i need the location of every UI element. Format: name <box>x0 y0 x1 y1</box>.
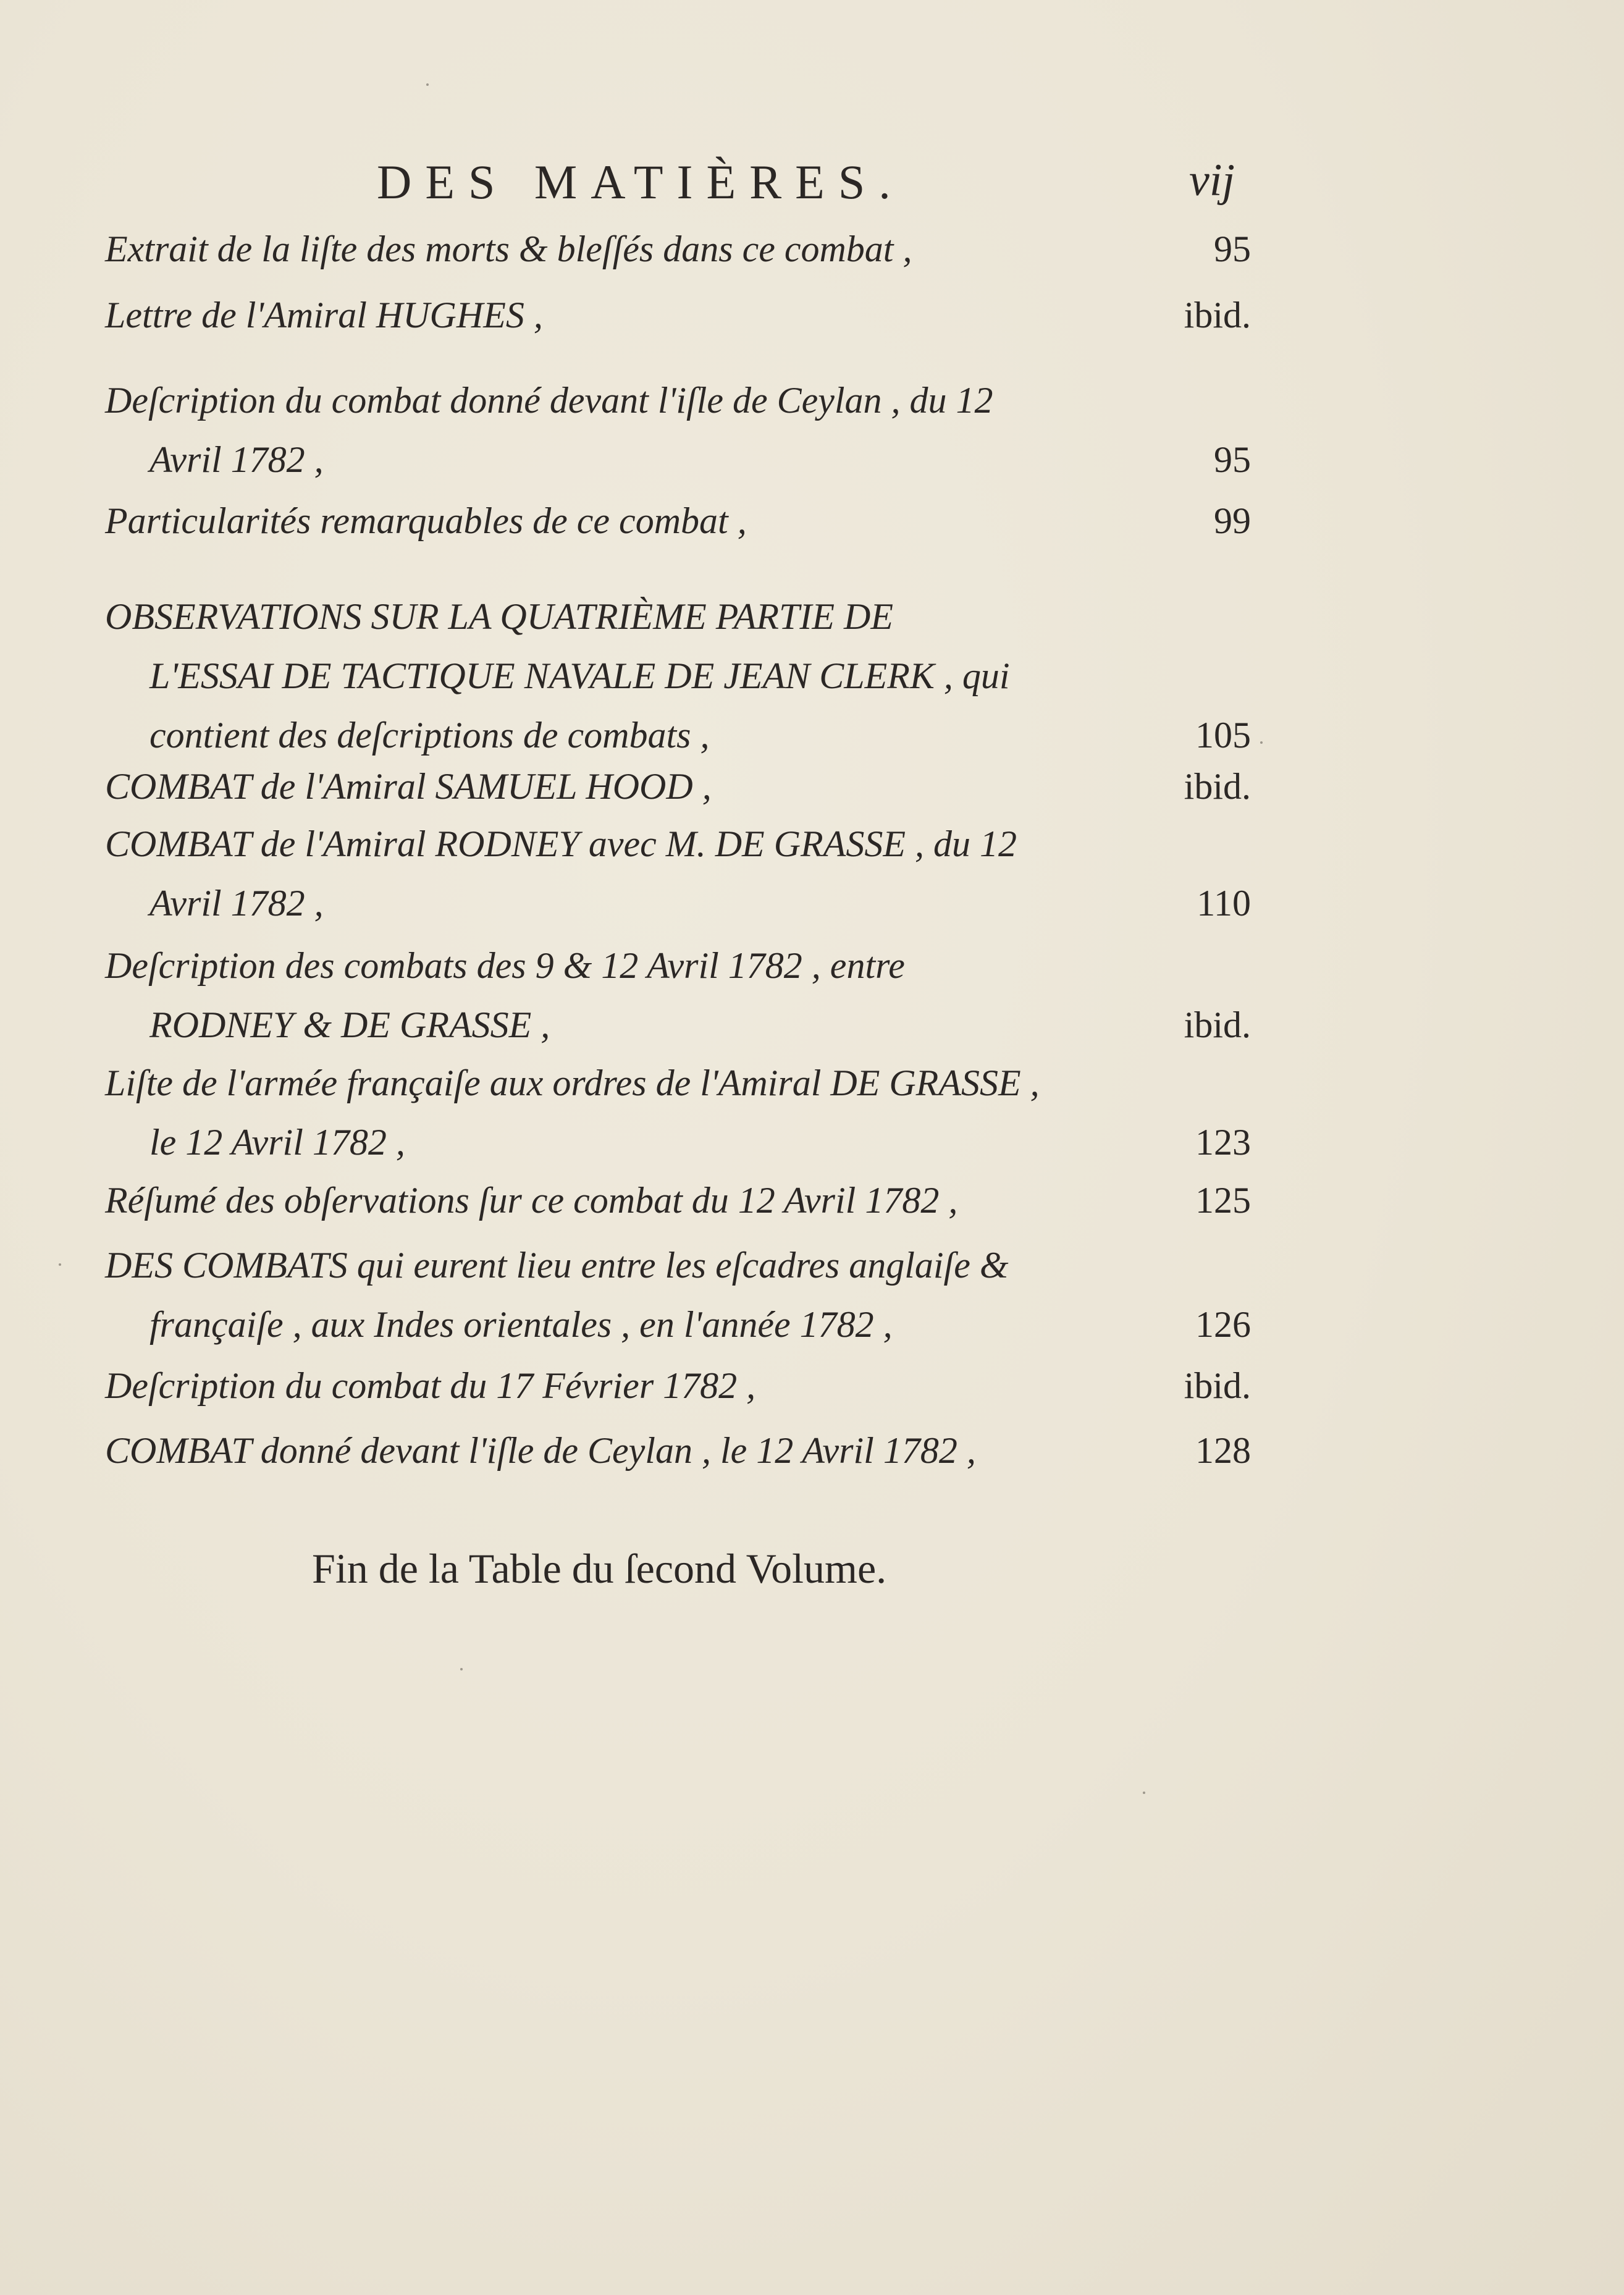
toc-entry-line <box>105 1421 1251 1480</box>
toc-entry-text: le 12 Avril 1782 , <box>149 1122 405 1163</box>
toc-entry-line <box>105 491 1251 550</box>
toc-page-number: 110 <box>1197 883 1251 924</box>
toc-entry-line <box>105 995 1251 1055</box>
toc-page-number: 125 <box>1195 1180 1251 1221</box>
toc-entry <box>105 371 1251 489</box>
toc-entry-text: RODNEY & DE GRASSE , <box>149 1004 550 1045</box>
page-folio: vij <box>1189 155 1235 206</box>
toc-entry-text: COMBAT de l'Amiral SAMUEL HOOD , <box>105 766 712 807</box>
toc-entry <box>105 1356 1251 1415</box>
toc-page-number: 123 <box>1195 1122 1251 1163</box>
toc-entry-text: Deſcription du combat donné devant l'iſle de Ceylan , du 12 <box>105 380 993 421</box>
toc-page-number: ibid. <box>1184 1004 1251 1045</box>
toc-entry <box>105 1421 1251 1480</box>
toc-entry-line <box>105 936 1251 995</box>
toc-entry-line <box>105 705 1251 765</box>
toc-entry <box>105 814 1251 933</box>
toc-entry <box>105 491 1251 550</box>
toc-entry <box>105 219 1251 279</box>
paper-speck <box>426 83 429 86</box>
toc-entry-line <box>105 874 1251 933</box>
toc-entry-text: françaiſe , aux Indes orientales , en l'année 1782 , <box>149 1304 893 1345</box>
toc-entry-line <box>105 757 1251 816</box>
toc-entry-text: OBSERVATIONS SUR LA QUATRIÈME PARTIE DE <box>105 596 893 637</box>
paper-speck <box>59 1263 61 1266</box>
toc-page-number: ibid. <box>1184 295 1251 335</box>
toc-entry-text: Avril 1782 , <box>149 439 324 480</box>
toc-entry-line <box>105 1295 1251 1354</box>
toc-entry-line <box>105 430 1251 489</box>
toc-entry-line <box>105 219 1251 279</box>
toc-page-number: 95 <box>1214 439 1251 480</box>
toc-entry-line <box>105 814 1251 874</box>
toc-page-number: 105 <box>1195 715 1251 756</box>
toc-entry <box>105 757 1251 816</box>
toc-entry-line <box>105 1053 1251 1113</box>
toc-entry <box>105 285 1251 345</box>
toc-entry-text: Particularités remarquables de ce combat , <box>105 500 747 541</box>
toc-entry <box>105 936 1251 1055</box>
toc-entry-text: Lettre de l'Amiral HUGHES , <box>105 295 543 335</box>
end-of-table-note: Fin de la Table du ſecond Volume. <box>312 1545 887 1592</box>
running-head-title: DES MATIÈRES. <box>377 155 904 209</box>
toc-entry-text: Avril 1782 , <box>149 883 324 924</box>
paper-speck <box>1260 741 1263 744</box>
paper-speck <box>460 1668 463 1670</box>
toc-entry-text: COMBAT donné devant l'iſle de Ceylan , le 12 Avril 1782 , <box>105 1430 976 1471</box>
toc-entry <box>105 1236 1251 1354</box>
toc-entry-text: Réſumé des obſervations ſur ce combat du 12 Avril 1782 , <box>105 1180 958 1221</box>
toc-entry-text: DES COMBATS qui eurent lieu entre les eſcadres anglaiſe & <box>105 1245 1009 1286</box>
toc-entry-line <box>105 371 1251 430</box>
toc-page-number: 99 <box>1214 500 1251 541</box>
toc-entry-line <box>105 1171 1251 1230</box>
paper-speck <box>1143 1792 1145 1794</box>
toc-entry-line <box>105 1113 1251 1172</box>
toc-page-number: 128 <box>1195 1430 1251 1471</box>
toc-page-number: 95 <box>1214 229 1251 269</box>
toc-entry <box>105 1053 1251 1172</box>
toc-entry-text: Deſcription du combat du 17 Février 1782 , <box>105 1365 756 1406</box>
toc-entry-line <box>105 1356 1251 1415</box>
toc-entry-text: Extrait de la liſte des morts & bleſſés dans ce combat , <box>105 229 912 269</box>
toc-entry-line <box>105 646 1251 705</box>
toc-entry-text: COMBAT de l'Amiral RODNEY avec M. DE GRASSE , du 12 <box>105 823 1017 864</box>
toc-page-number: 126 <box>1195 1304 1251 1345</box>
toc-entry <box>105 1171 1251 1230</box>
toc-entry-line <box>105 587 1251 646</box>
toc-entry-text: Deſcription des combats des 9 & 12 Avril 1782 , entre <box>105 945 905 986</box>
toc-page-number: ibid. <box>1184 1365 1251 1406</box>
toc-entry <box>105 587 1251 765</box>
toc-entry-text: Liſte de l'armée françaiſe aux ordres de l'Amiral DE GRASSE , <box>105 1063 1040 1103</box>
toc-entry-text: L'ESSAI DE TACTIQUE NAVALE DE JEAN CLERK , qui <box>149 655 1010 696</box>
toc-page-number: ibid. <box>1184 766 1251 807</box>
toc-entry-line <box>105 1236 1251 1295</box>
toc-entry-line <box>105 285 1251 345</box>
toc-entry-text: contient des deſcriptions de combats , <box>149 715 710 756</box>
